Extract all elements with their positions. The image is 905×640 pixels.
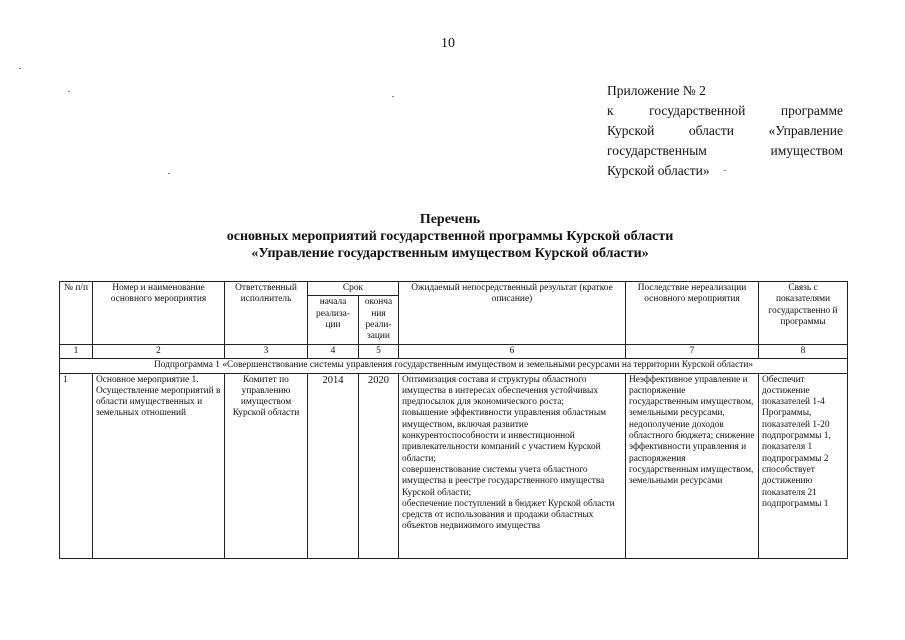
appendix-line-1: Приложение № 2 <box>607 83 706 98</box>
row-executor: Комитет по управлению имуществом Курской области <box>225 373 308 558</box>
row-link: Обеспечит достижение показателей 1-4 Программы, показателей 1-20 подпрограммы 1, показателя 1 подпрограммы 2 способствует достижению показателя 21 подпрограммы 1 <box>759 373 848 558</box>
column-number: 1 <box>60 345 93 359</box>
page-number: 10 <box>441 36 455 51</box>
table-row <box>60 373 848 558</box>
appendix-line-4: государственным имуществом <box>607 143 843 158</box>
column-number: 6 <box>399 345 626 359</box>
appendix-note <box>607 81 843 181</box>
header-period: Срок <box>308 282 399 296</box>
scan-speck <box>68 91 70 92</box>
result-item: совершенствование системы учета областного имущества в реестре государственного имущества Курской области; <box>402 464 605 498</box>
scan-speck <box>168 173 170 174</box>
row-end: 2020 <box>359 373 399 558</box>
subprogram-row <box>60 359 848 373</box>
header-link: Связь с показателями государственно й программы <box>759 282 848 345</box>
column-number: 5 <box>359 345 399 359</box>
appendix-line-3: Курской области «Управление <box>607 123 843 138</box>
result-item: повышение эффективности управления областным имуществом, включая развитие конкурентоспособности и инвестиционной привлекательности компаний с участием Курской области; <box>402 408 607 464</box>
appendix-line-5: Курской области» <box>607 163 710 178</box>
header-result: Ожидаемый непосредственный результат (краткое описание) <box>399 282 626 345</box>
measures-table <box>59 281 848 559</box>
column-number: 8 <box>759 345 848 359</box>
column-number: 7 <box>626 345 759 359</box>
heading-line-3: «Управление государственным имуществом Курской области» <box>251 246 649 261</box>
row-name: Основное мероприятие 1. Осуществление мероприятий в области имущественных и земельных отношений <box>93 373 225 558</box>
header-start: начала реализа-ции <box>308 296 359 345</box>
header-row <box>60 282 848 296</box>
heading-line-1: Перечень <box>419 212 481 227</box>
header-name: Номер и наименование основного мероприятия <box>93 282 225 345</box>
scan-speck <box>392 96 394 97</box>
heading-line-2: основных мероприятий государственной программы Курской области <box>226 229 674 244</box>
scan-speck <box>19 68 21 69</box>
column-number: 4 <box>308 345 359 359</box>
scan-speck <box>724 170 726 171</box>
row-result <box>399 373 626 558</box>
appendix-line-2: к государственной программе <box>607 103 843 118</box>
header-end: оконча ния реали-зации <box>359 296 399 345</box>
row-start: 2014 <box>308 373 359 558</box>
column-number: 3 <box>225 345 308 359</box>
result-item: обеспечение поступлений в бюджет Курской области средств от использования и продажи областных объектов недвижимого имущества <box>402 498 615 532</box>
column-number-row <box>60 345 848 359</box>
result-item: Оптимизация состава и структуры областного имущества в интересах обеспечения устойчивых предпосылок для экономического роста; <box>402 374 599 408</box>
row-consequence: Неэффективное управление и распоряжение государственным имуществом, земельными ресурсами, недополучение доходов областного бюджета; снижение эффективности управления и распоряжения государственным имуществом, земельными ресурсами <box>626 373 759 558</box>
subprogram-title: Подпрограмма 1 «Совершенствование системы управления государственным имуществом и земельными ресурсами на территории Курской области» <box>60 359 848 373</box>
row-num: 1 <box>60 373 93 558</box>
document-heading <box>90 211 810 262</box>
header-executor: Ответственный исполнитель <box>225 282 308 345</box>
header-consequence: Последствие нереализации основного мероприятия <box>626 282 759 345</box>
header-num: № п/п <box>60 282 93 345</box>
column-number: 2 <box>93 345 225 359</box>
